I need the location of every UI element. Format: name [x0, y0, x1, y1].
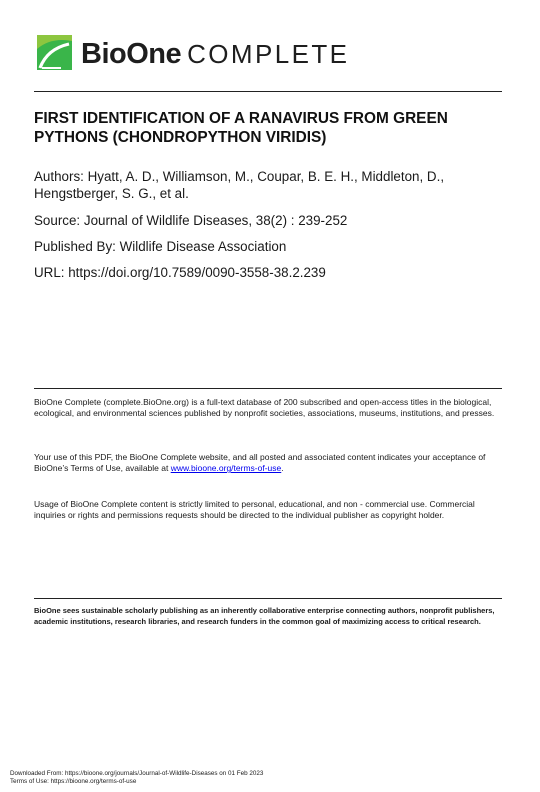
article-url[interactable]: URL: https://doi.org/10.7589/0090-3558-38.2.239	[34, 265, 326, 280]
terms-of-use-line: Terms of Use: https://bioone.org/terms-of-use	[10, 778, 137, 785]
header-divider	[34, 91, 502, 92]
downloaded-from-line: Downloaded From: https://bioone.org/journals/Journal-of-Wildlife-Diseases on 01 Feb 2023	[10, 770, 264, 777]
article-authors: Authors: Hyatt, A. D., Williamson, M., Coupar, B. E. H., Middleton, D., Hengstberger, S. G., et al.	[34, 169, 445, 201]
footer-divider	[34, 598, 502, 599]
terms-text-end: .	[281, 463, 284, 474]
terms-text: Your use of this PDF, the BioOne Complete website, and all posted and associated content indicates your acceptance of BioOne’s Terms of Use, available at	[34, 452, 486, 474]
notice-paragraph-usage: Usage of BioOne Complete content is strictly limited to personal, educational, and non - commercial use. Commercial inquiries or rights and permissions requests should be directed to the individual publisher as copyright holder.	[34, 499, 475, 521]
article-title: FIRST IDENTIFICATION OF A RANAVIRUS FROM GREEN PYTHONS (CHONDROPYTHON VIRIDIS)	[34, 110, 448, 146]
terms-of-use-link[interactable]: www.bioone.org/terms-of-use	[170, 463, 282, 474]
notice-divider-top	[34, 388, 502, 389]
bioone-leaf-icon	[37, 35, 72, 70]
mission-statement: BioOne sees sustainable scholarly publishing as an inherently collaborative enterprise connecting authors, nonprofit publishers, academic institutions, research libraries, and research funders in the common goal of maximizing access to critical research.	[34, 606, 495, 626]
notice-paragraph-terms	[34, 452, 506, 474]
notice-paragraph-database: BioOne Complete (complete.BioOne.org) is a full-text database of 200 subscribed and open-access titles in the biological, ecological, and environmental sciences published by nonprofit societies, associations, museums, institutions, and presses.	[34, 397, 495, 419]
article-publisher: Published By: Wildlife Disease Association	[34, 239, 287, 254]
logo-wordmark	[81, 40, 349, 69]
article-source: Source: Journal of Wildlife Diseases, 38(2) : 239-252	[34, 213, 348, 228]
logo-brand-light: COMPLETE	[187, 39, 350, 69]
bioone-complete-logo	[37, 35, 382, 75]
logo-brand-bold: BioOne	[81, 38, 182, 70]
